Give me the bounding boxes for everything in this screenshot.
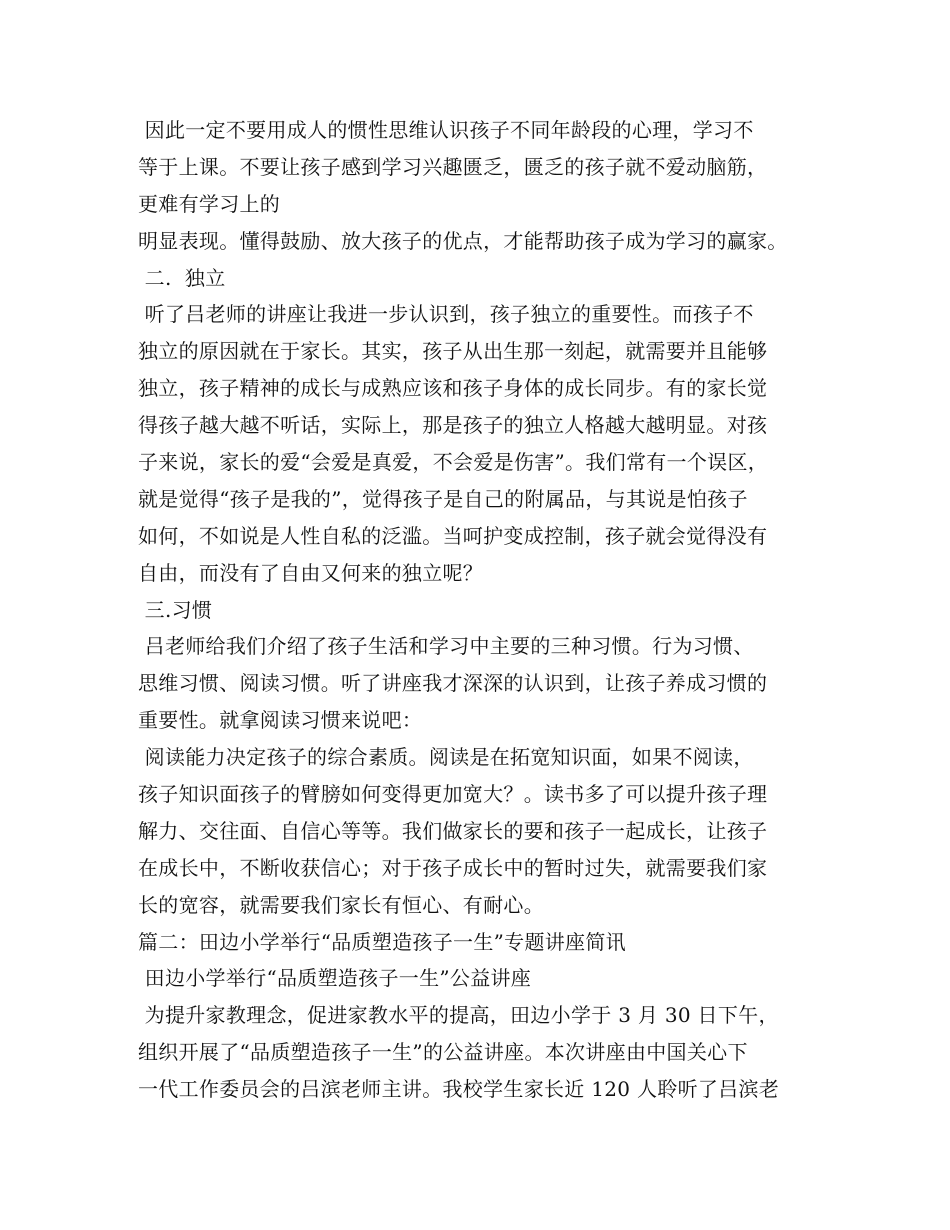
text-line: 吕老师给我们介绍了孩子生活和学习中主要的三种习惯。行为习惯、 <box>138 634 754 659</box>
text-line: 思维习惯、阅读习惯。听了讲座我才深深的认识到，让孩子养成习惯的 <box>138 671 768 696</box>
text-line: 独立，孩子精神的成长与成熟应该和孩子身体的成长同步。有的家长觉 <box>138 376 768 401</box>
section-heading: 二. 独立 <box>138 265 226 290</box>
text-line: 听了吕老师的讲座让我进一步认识到，孩子独立的重要性。而孩子不 <box>138 302 754 327</box>
body-text <box>138 112 838 1108</box>
text-line: 得孩子越大越不听话，实际上，那是孩子的独立人格越大越明显。对孩 <box>138 413 768 438</box>
text-line: 自由，而没有了自由又何来的独立呢？ <box>138 560 484 585</box>
text-line: 明显表现。懂得鼓励、放大孩子的优点，才能帮助孩子成为学习的赢家。 <box>138 228 788 253</box>
text-line: 等于上课。不要让孩子感到学习兴趣匮乏，匮乏的孩子就不爱动脑筋， <box>138 154 768 179</box>
text-line: 如何，不如说是人性自私的泛滥。当呵护变成控制，孩子就会觉得没有 <box>138 523 768 548</box>
text-line: 解力、交往面、自信心等等。我们做家长的要和孩子一起成长，让孩子 <box>138 818 768 843</box>
text-line: 阅读能力决定孩子的综合素质。阅读是在拓宽知识面，如果不阅读， <box>138 745 754 770</box>
article-title: 篇二：田边小学举行“品质塑造孩子一生”专题讲座简讯 <box>138 929 626 954</box>
text-line: 子来说，家长的爱“会爱是真爱，不会爱是伤害”。我们常有一个误区， <box>138 450 769 475</box>
text-line: 重要性。就拿阅读习惯来说吧： <box>138 708 423 733</box>
text-line: 更难有学习上的 <box>138 191 281 216</box>
text-line: 就是觉得“孩子是我的”，觉得孩子是自己的附属品，与其说是怕孩子 <box>138 486 748 511</box>
text-line: 孩子知识面孩子的臂膀如何变得更加宽大？。读书多了可以提升孩子理 <box>138 782 768 807</box>
text-line: 组织开展了“品质塑造孩子一生”的公益讲座。本次讲座由中国关心下 <box>138 1040 748 1065</box>
text-line: 一代工作委员会的吕滨老师主讲。我校学生家长近 120 人聆听了吕滨老 <box>138 1077 780 1102</box>
text-line: 长的宽容，就需要我们家长有恒心、有耐心。 <box>138 892 544 917</box>
text-line: 在成长中，不断收获信心；对于孩子成长中的暂时过失，就需要我们家 <box>138 855 768 880</box>
section-heading: 三.习惯 <box>138 597 213 622</box>
article-subtitle: 田边小学举行“品质塑造孩子一生”公益讲座 <box>138 966 532 991</box>
text-line: 独立的原因就在于家长。其实，孩子从出生那一刻起，就需要并且能够 <box>138 339 768 364</box>
text-line: 因此一定不要用成人的惯性思维认识孩子不同年龄段的心理，学习不 <box>138 118 754 142</box>
text-line: 为提升家教理念，促进家教水平的提高，田边小学于 3 月 30 日下午， <box>138 1003 779 1028</box>
